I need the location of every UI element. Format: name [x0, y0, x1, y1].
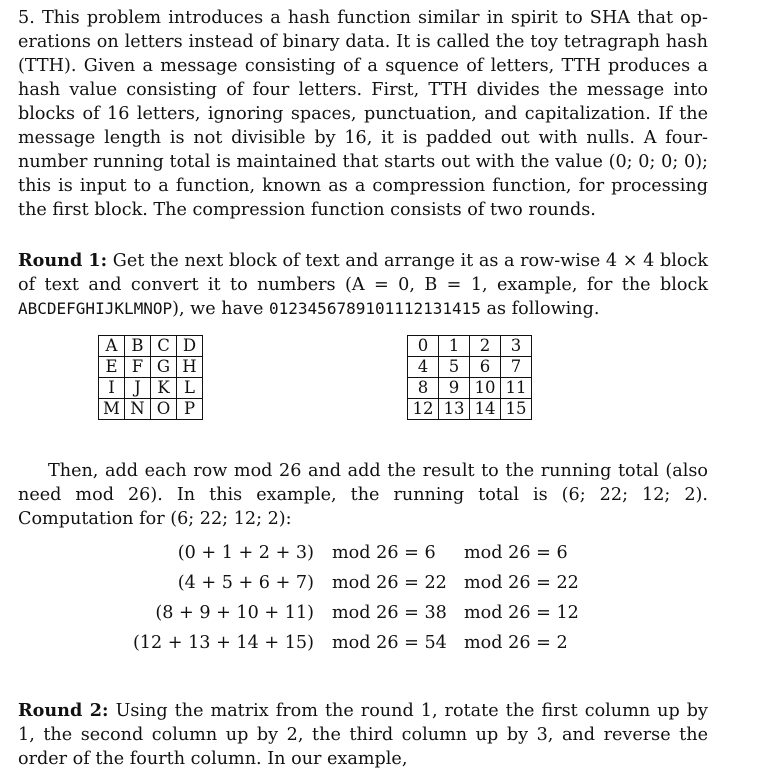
- number-grid-cell: 11: [501, 378, 532, 399]
- number-grid-cell: 4: [408, 357, 439, 378]
- number-grid-cell: 10: [470, 378, 501, 399]
- letter-grid-cell: E: [99, 357, 125, 378]
- letter-grid-row: [99, 378, 203, 399]
- equation-row: [18, 543, 708, 567]
- round1-text-a: Get the next block of text and arrange it as a row-wise 4 × 4 block of text and convert it to numbers (A = 0, B = 1, example, for the block: [18, 251, 708, 295]
- equation-mid: mod 26 = 22: [332, 573, 447, 593]
- letter-grid-cell: D: [177, 336, 203, 357]
- equation-rhs: mod 26 = 22: [464, 573, 579, 593]
- letter-grid-cell: O: [151, 399, 177, 420]
- letter-grid-cell: G: [151, 357, 177, 378]
- round1-block-letters: ABCDEFGHIJKLMNOP: [18, 299, 173, 318]
- number-grid-cell: 1: [439, 336, 470, 357]
- number-grid-row: [408, 399, 532, 420]
- then-paragraph: Then, add each row mod 26 and add the result to the running total (also need mod 26). In this example, the running total is (6; 22; 12; 2). Computation for (6; 22; 12; 2):: [18, 461, 708, 529]
- equation-row: [18, 603, 708, 627]
- number-grid-cell: 13: [439, 399, 470, 420]
- number-grid-row: [408, 378, 532, 399]
- letter-grid-row: [99, 357, 203, 378]
- number-grid-cell: 2: [470, 336, 501, 357]
- equation-row: [18, 573, 708, 597]
- round1-text-b: ), we have: [172, 299, 270, 319]
- number-grid-cell: 5: [439, 357, 470, 378]
- equation-mid: mod 26 = 54: [332, 633, 447, 653]
- equation-mid: mod 26 = 6: [332, 543, 436, 563]
- number-grid-row: [408, 336, 532, 357]
- round1-block-numbers: 0123456789101112131415: [269, 299, 481, 318]
- number-grid-cell: 6: [470, 357, 501, 378]
- number-grid-cell: 12: [408, 399, 439, 420]
- equation-lhs: (0 + 1 + 2 + 3): [177, 543, 314, 563]
- number-grid-row: [408, 357, 532, 378]
- letter-grid-cell: H: [177, 357, 203, 378]
- letter-grid-cell: L: [177, 378, 203, 399]
- letter-grid-cell: I: [99, 378, 125, 399]
- number-grid-table: [407, 335, 532, 420]
- equation-mid: mod 26 = 38: [332, 603, 447, 623]
- letter-grid-cell: N: [125, 399, 151, 420]
- letter-grid-cell: A: [99, 336, 125, 357]
- letter-grid-cell: C: [151, 336, 177, 357]
- letter-grid-cell: J: [125, 378, 151, 399]
- number-grid-cell: 3: [501, 336, 532, 357]
- round2-heading: Round 2:: [18, 700, 109, 721]
- letter-grid-cell: P: [177, 399, 203, 420]
- number-grid-cell: 0: [408, 336, 439, 357]
- round1-text-c: as following.: [480, 299, 600, 319]
- equation-rhs: mod 26 = 2: [464, 633, 568, 653]
- block-tables: [18, 335, 708, 441]
- equation-lhs: (12 + 13 + 14 + 15): [132, 633, 314, 653]
- round2-text: Using the matrix from the round 1, rotate the first column up by 1, the second column up by 2, the third column up by 3, and reverse the order of the fourth column. In our example,: [18, 701, 708, 769]
- intro-paragraph: 5. This problem introduces a hash function similar in spirit to SHA that operations on letters instead of binary data. It is called the toy tetragraph hash (TTH). Given a message consisting of a squence of letters, TTH produces a hash value consisting of four letters. First, TTH divides the message into blocks of 16 letters, ignoring spaces, punctuation, and capitalization. If the message length is not divisible by 16, it is padded out with nulls. A four-number running total is maintained that starts out with the value (0; 0; 0; 0); this is input to a function, known as a compression function, for processing the first block. The compression function consists of two rounds.: [18, 8, 708, 220]
- letter-grid-cell: M: [99, 399, 125, 420]
- number-grid-cell: 8: [408, 378, 439, 399]
- number-grid-cell: 9: [439, 378, 470, 399]
- number-grid-cell: 15: [501, 399, 532, 420]
- equation-rhs: mod 26 = 12: [464, 603, 579, 623]
- letter-grid-cell: F: [125, 357, 151, 378]
- round2-paragraph: [18, 699, 708, 771]
- letter-grid-cell: B: [125, 336, 151, 357]
- document-page: [18, 6, 708, 771]
- equation-lhs: (4 + 5 + 6 + 7): [177, 573, 314, 593]
- number-grid-cell: 7: [501, 357, 532, 378]
- letter-grid-row: [99, 399, 203, 420]
- round1-paragraph: [18, 249, 708, 321]
- equation-block: [18, 543, 708, 663]
- equation-row: [18, 633, 708, 657]
- letter-grid-cell: K: [151, 378, 177, 399]
- letter-grid-table: [98, 335, 203, 420]
- round1-heading: Round 1:: [18, 250, 108, 271]
- equation-rhs: mod 26 = 6: [464, 543, 568, 563]
- equation-lhs: (8 + 9 + 10 + 11): [155, 603, 314, 623]
- letter-grid-row: [99, 336, 203, 357]
- number-grid-cell: 14: [470, 399, 501, 420]
